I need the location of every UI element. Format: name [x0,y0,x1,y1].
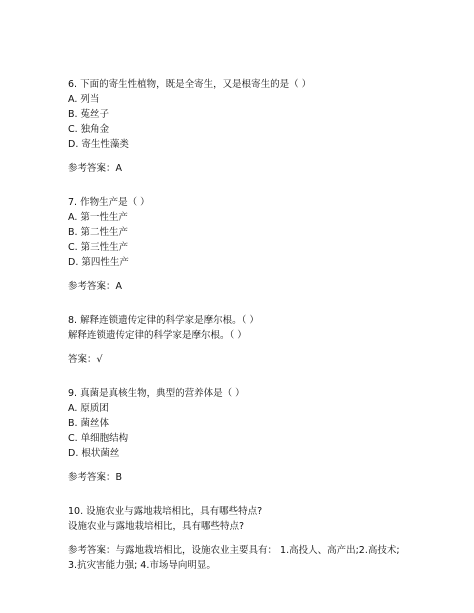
question-6-option-b: B. 菟丝子 [68,109,110,120]
question-6-option-a: A. 列当 [68,94,100,105]
question-9-option-d: D. 根状菌丝 [68,448,120,459]
question-9-option-b: B. 菌丝体 [68,418,110,429]
question-10-answer-line-1: 参考答案：与露地栽培相比，设施农业主要具有： 1.高投人、高产出;2.高技术; [68,545,400,556]
question-9-option-c: C. 单细胞结构 [68,433,129,444]
question-6-option-c: C. 独角金 [68,124,110,135]
question-6-answer: 参考答案：A [68,163,122,174]
question-10-repeat: 设施农业与露地栽培相比，具有哪些特点? [68,521,245,532]
question-7-option-b: B. 第二性生产 [68,227,129,238]
question-7-stem: 7. 作物生产是（ ） [68,197,150,208]
question-7-option-a: A. 第一性生产 [68,212,128,223]
question-9-stem: 9. 真菌是真核生物，典型的营养体是（ ） [68,388,245,399]
question-10-answer-line-2: 3.抗灾害能力强; 4.市场导向明显。 [68,560,216,571]
question-9-option-a: A. 原质团 [68,403,109,414]
question-8-stem: 8. 解释连锁遗传定律的科学家是摩尔根。（ ） [68,315,259,326]
question-7-option-d: D. 第四性生产 [68,257,129,268]
question-6-stem: 6. 下面的寄生性植物，既是全寄生，又是根寄生的是（ ） [68,79,312,90]
question-9-answer: 参考答案：B [68,472,123,483]
question-8-answer: 答案：√ [68,354,103,365]
question-8-repeat: 解释连锁遗传定律的科学家是摩尔根。（ ） [68,330,247,341]
question-7-answer: 参考答案：A [68,281,122,292]
question-10-stem: 10. 设施农业与露地栽培相比，具有哪些特点? [68,506,263,517]
question-6-option-d: D. 寄生性藻类 [68,139,129,150]
question-7-option-c: C. 第三性生产 [68,242,129,253]
